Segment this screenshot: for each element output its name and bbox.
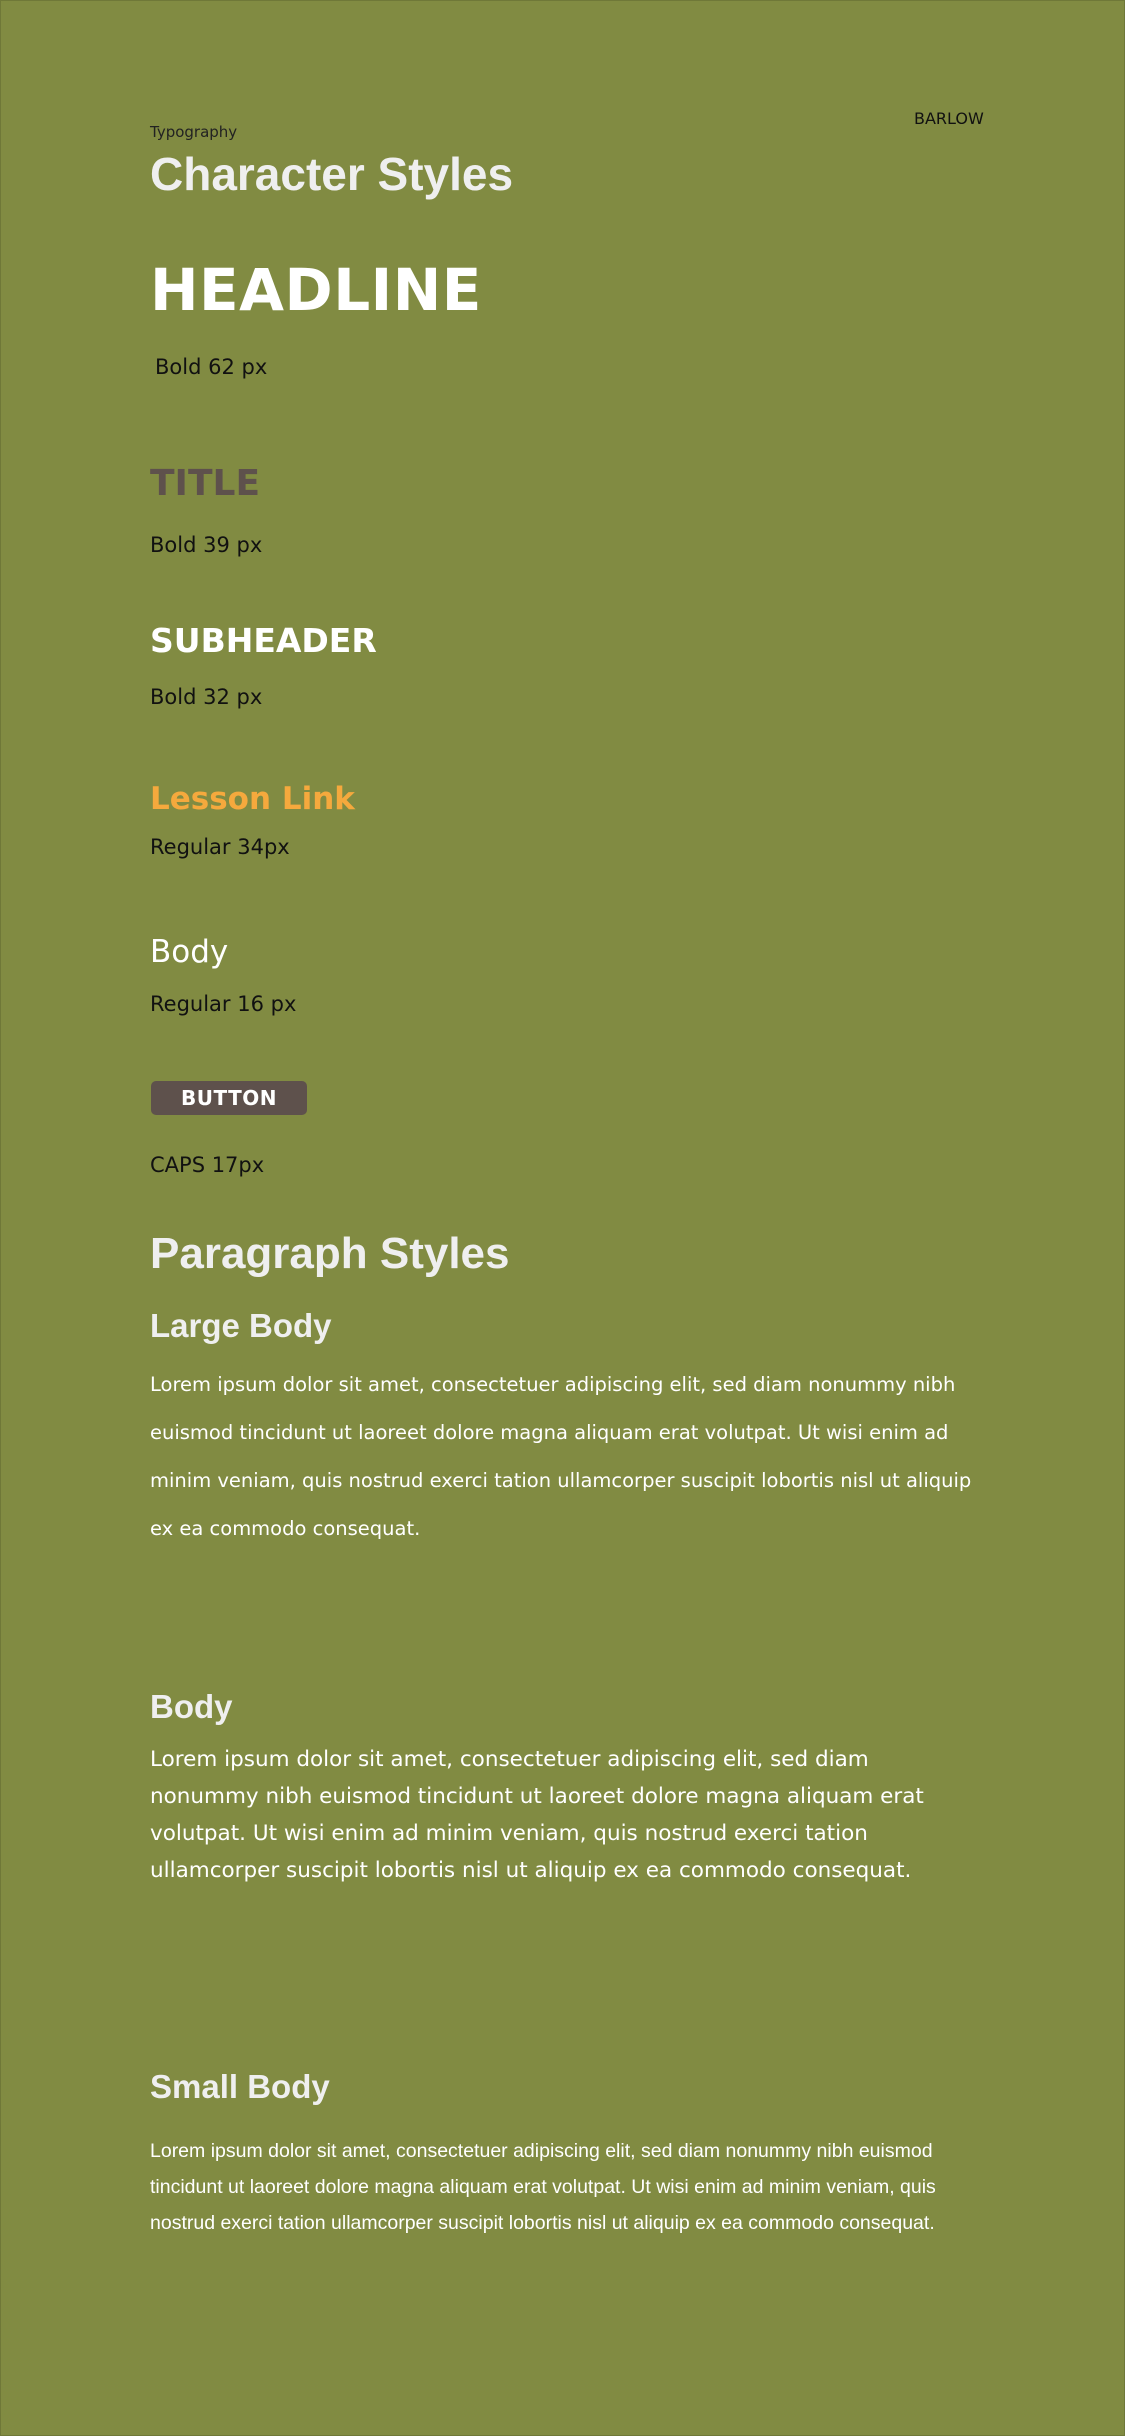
large-body-paragraph: Lorem ipsum dolor sit amet, consectetuer adipiscing elit, sed diam nonummy nibh euismod tincidunt ut laoreet dolore magna aliquam erat volutpat. Ut wisi enim ad minim veniam, quis nostrud exerci tation ullamcorper suscipit lobortis nisl ut aliquip ex ea commodo consequat. <box>150 1373 972 1540</box>
font-name-label: BARLOW <box>914 109 984 128</box>
subheader-spec: Bold 32 px <box>150 685 263 709</box>
title-spec: Bold 39 px <box>150 533 263 557</box>
headline-sample: HEADLINE <box>150 256 482 324</box>
title-sample: TITLE <box>150 463 261 504</box>
headline-spec: Bold 62 px <box>155 355 268 379</box>
large-body-heading: Large Body <box>150 1307 332 1344</box>
body-sample: Body <box>150 934 229 970</box>
paragraph-styles-heading: Paragraph Styles <box>150 1229 510 1278</box>
subheader-sample: SUBHEADER <box>150 621 377 660</box>
lesson-link-spec: Regular 34px <box>150 835 290 859</box>
character-styles-heading: Character Styles <box>150 148 514 200</box>
body-paragraph: Lorem ipsum dolor sit amet, consectetuer adipiscing elit, sed diam nonummy nibh euismod tincidunt ut laoreet dolore magna aliquam erat volutpat. Ut wisi enim ad minim veniam, quis nostrud exerci tation ullamcorper suscipit lobortis nisl ut aliquip ex ea commodo consequat. <box>150 1747 924 1883</box>
button-sample[interactable]: BUTTON <box>151 1081 307 1115</box>
lesson-link-sample[interactable]: Lesson Link <box>150 781 355 817</box>
small-body-paragraph: Lorem ipsum dolor sit amet, consectetuer adipiscing elit, sed diam nonummy nibh euismod tincidunt ut laoreet dolore magna aliquam erat volutpat. Ut wisi enim ad minim veniam, quis nostrud exerci tation ullamcorper suscipit lobortis nisl ut aliquip ex ea commodo consequat. <box>150 2140 936 2234</box>
body-heading: Body <box>150 1688 233 1725</box>
section-label: Typography <box>150 123 238 141</box>
small-body-heading: Small Body <box>150 2068 330 2105</box>
button-spec: CAPS 17px <box>150 1153 265 1177</box>
body-spec: Regular 16 px <box>150 992 297 1016</box>
